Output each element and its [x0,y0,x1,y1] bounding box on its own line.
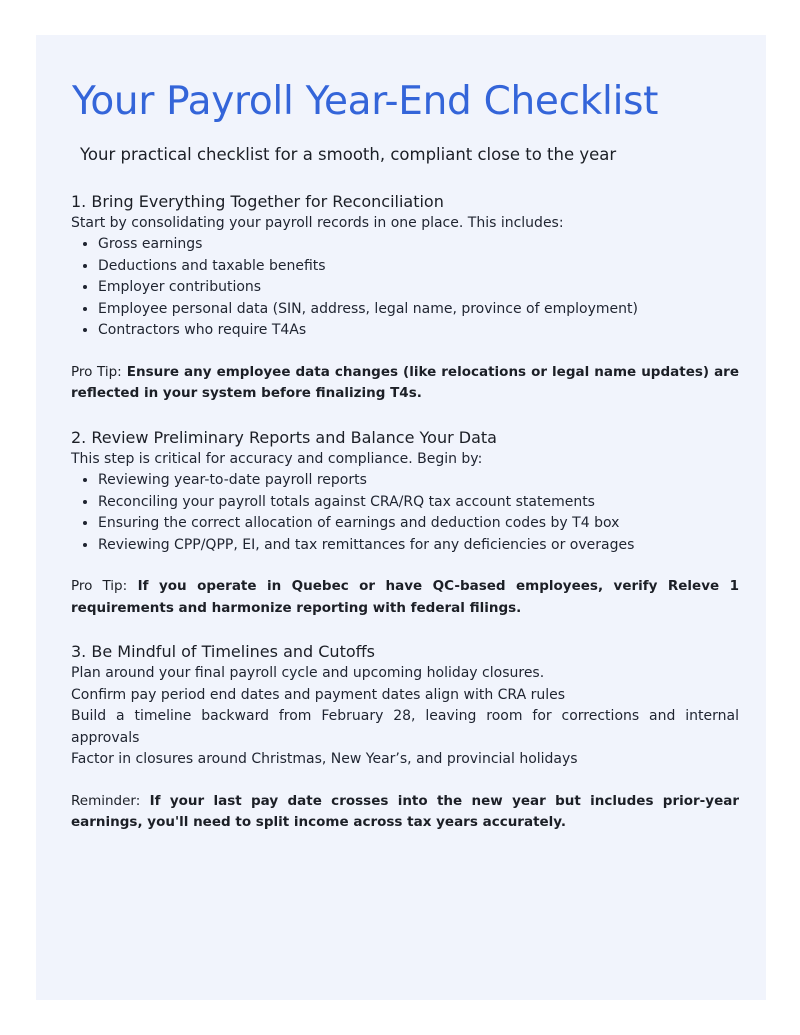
list-item: • Employer contributions [98,277,739,299]
section-heading: 2. Review Preliminary Reports and Balance Your Data [71,427,497,447]
list-item: • Ensuring the correct allocation of earnings and deduction codes by T4 box [98,513,739,535]
timeline-line: Plan around your final payroll cycle and upcoming holiday closures. [71,665,545,682]
tip-label: Pro Tip: [71,363,122,380]
list-item: • Gross earnings [98,234,739,256]
list-item: • Contractors who require T4As [98,320,739,342]
checklist-body [71,191,739,834]
checklist-page [36,35,766,1000]
list-item: • Employee personal data (SIN, address, legal name, province of employment) [98,299,739,321]
tip-text: Ensure any employee data changes (like relocations or legal name updates) are reflected in your system before finalizing T4s. [71,363,739,402]
page-subtitle: Your practical checklist for a smooth, compliant close to the year [80,145,617,164]
section-heading: 1. Bring Everything Together for Reconciliation [71,192,444,211]
section-reconciliation [71,191,739,405]
list-item: • Reviewing year-to-date payroll reports [98,470,739,492]
reminder-label: Reminder: [71,792,141,809]
bullet-list [71,234,739,342]
page-title: Your Payroll Year-End Checklist [72,79,659,124]
pro-tip [71,576,739,619]
timeline-line: Factor in closures around Christmas, New Year’s, and provincial holidays [71,751,578,768]
tip-text: If you operate in Quebec or have QC-based employees, verify Releve 1 requirements and harmonize reporting with federal filings. [71,578,739,616]
bullet-list [71,470,739,556]
section-intro: Start by consolidating your payroll records in one place. This includes: [71,215,564,231]
section-intro: This step is critical for accuracy and compliance. Begin by: [71,450,483,467]
pro-tip [71,362,739,405]
section-timelines [71,641,739,834]
list-item: • Reviewing CPP/QPP, EI, and tax remittances for any deficiencies or overages [98,535,739,557]
reminder-text: If your last pay date crosses into the new year but includes prior-year earnings, you'll need to split income across tax years accurately. [71,792,740,831]
list-item: • Reconciling your payroll totals against CRA/RQ tax account statements [98,492,739,514]
section-heading: 3. Be Mindful of Timelines and Cutoffs [71,642,375,662]
reminder [71,791,739,834]
tip-label: Pro Tip: [71,578,128,595]
section-review-reports [71,427,739,619]
list-item: • Deductions and taxable benefits [98,256,739,278]
timeline-line: Build a timeline backward from February 28, leaving room for corrections and internal approvals [71,708,739,746]
timeline-line: Confirm pay period end dates and payment dates align with CRA rules [71,686,566,703]
